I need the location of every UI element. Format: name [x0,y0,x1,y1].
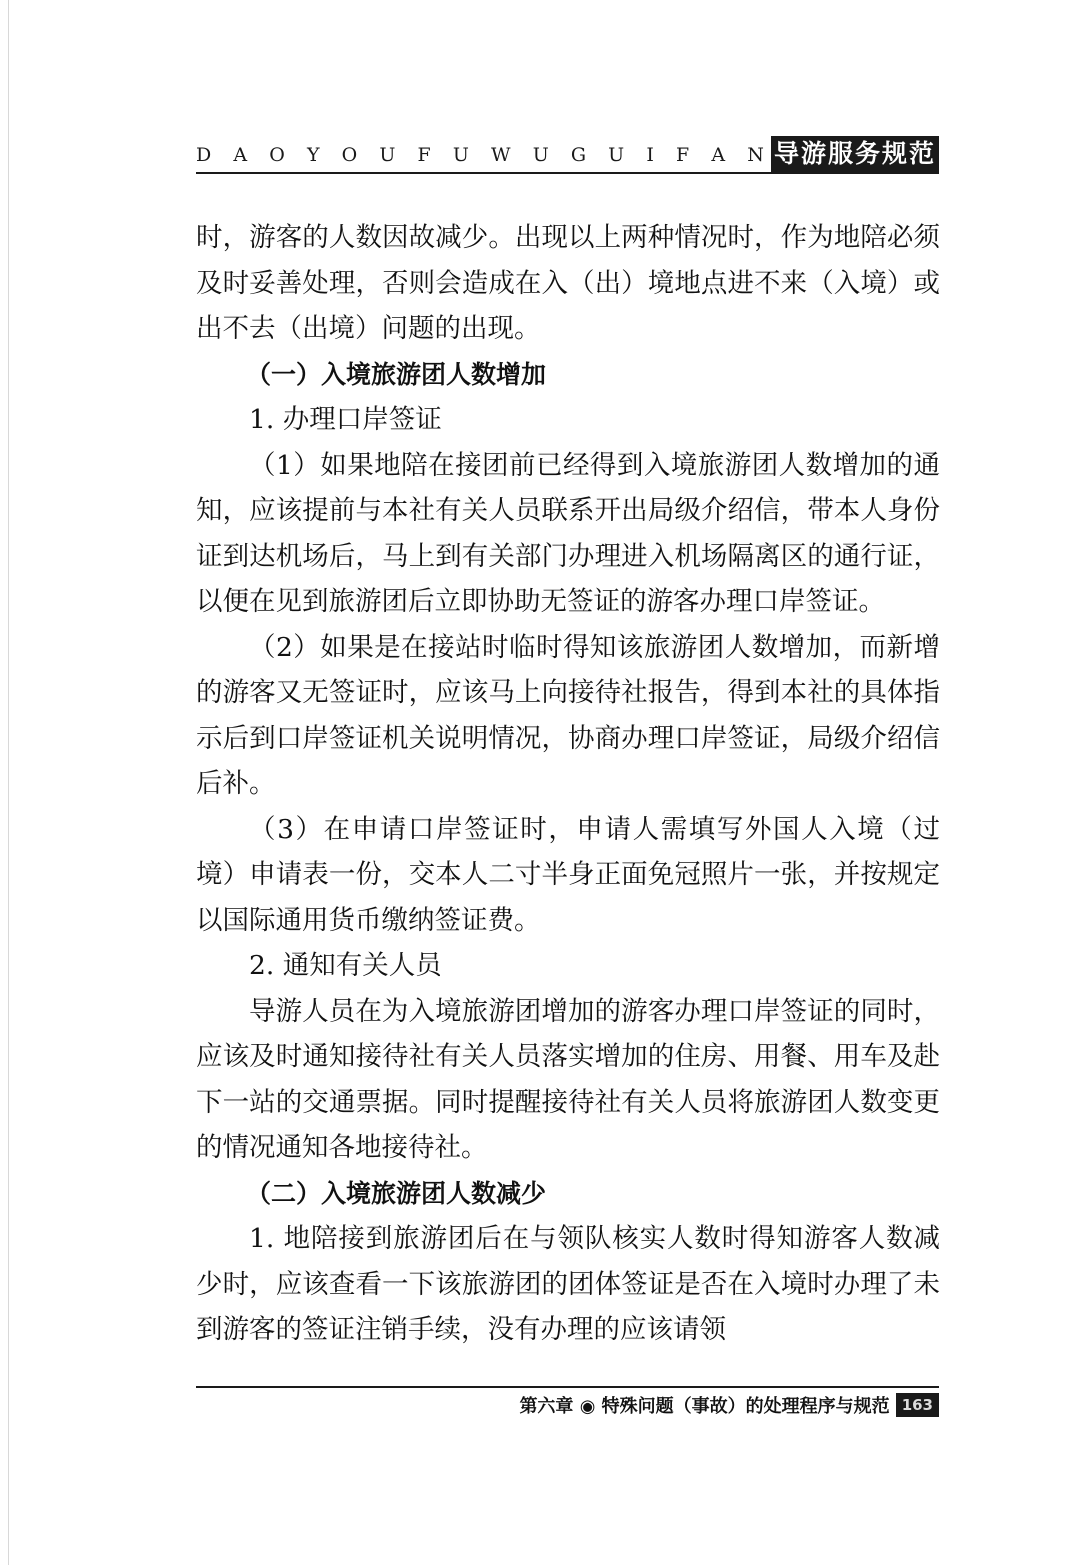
header-letter: Y [306,144,320,166]
paragraph: 时，游客的人数因故减少。出现以上两种情况时，作为地陪必须及时妥善处理，否则会造成在入（出）境地点进不来（入境）或出不去（出境）问题的出现。 [196,222,940,344]
header-letter: A [233,144,248,166]
paragraph: （2）如果是在接站时临时得知该旅游团人数增加，而新增的游客又无签证时，应该马上向接待社报告，得到本社的具体指示后到口岸签证机关说明情况，协商办理口岸签证，局级介绍信后补。 [196,631,940,799]
footer-rule [196,1386,939,1388]
header-letter: U [452,144,469,166]
paragraph: 1. 地陪接到旅游团后在与领队核实人数时得知游客人数减少时，应该查看一下该旅游团的团体签证是否在入境时办理了未到游客的签证注销手续，没有办理的应该请领 [196,1223,940,1345]
header-letter: O [341,144,358,166]
header-title: 导游服务规范 [771,136,939,172]
header-letter: O [269,144,285,166]
chapter-title: 第六章 ◉ 特殊问题（事故）的处理程序与规范 [519,1396,890,1417]
header-letter: F [675,144,690,166]
header-letter: F [417,144,431,166]
paragraph: 1. 办理口岸签证 [249,404,442,435]
page-number: 163 [896,1393,939,1417]
page-edge [8,0,9,1565]
paragraph: 2. 通知有关人员 [249,950,442,981]
paragraph: 导游人员在为入境旅游团增加的游客办理口岸签证的同时，应该及时通知接待社有关人员落实增加的住房、用餐、用车及赴下一站的交通票据。同时提醒接待社有关人员将旅游团人数变更的情况通知各地接待社。 [196,995,940,1163]
body-text [196,215,940,1353]
header-letter: G [570,144,587,166]
header-pinyin [196,144,764,166]
running-header [196,136,939,172]
header-letter: I [646,144,654,166]
header-letter: N [747,144,764,166]
header-letter: W [491,144,511,166]
running-footer [519,1391,939,1419]
header-letter: U [532,144,549,166]
paragraph: （3）在申请口岸签证时，申请人需填写外国人入境（过境）申请表一份，交本人二寸半身正面免冠照片一张，并按规定以国际通用货币缴纳签证费。 [196,813,940,936]
paragraph: （1）如果地陪在接团前已经得到入境旅游团人数增加的通知，应该提前与本社有关人员联系开出局级介绍信，带本人身份证到达机场后，马上到有关部门办理进入机场隔离区的通行证，以便在见到旅游团后立即协助无签证的游客办理口岸签证。 [196,449,940,617]
header-rule [196,172,939,174]
header-letter: U [608,144,625,166]
header-letter: A [711,144,726,166]
section-heading: （二）入境旅游团人数减少 [246,1178,547,1208]
section-heading: （一）入境旅游团人数增加 [246,359,547,389]
header-letter: D [196,144,212,166]
header-letter: U [379,144,396,166]
